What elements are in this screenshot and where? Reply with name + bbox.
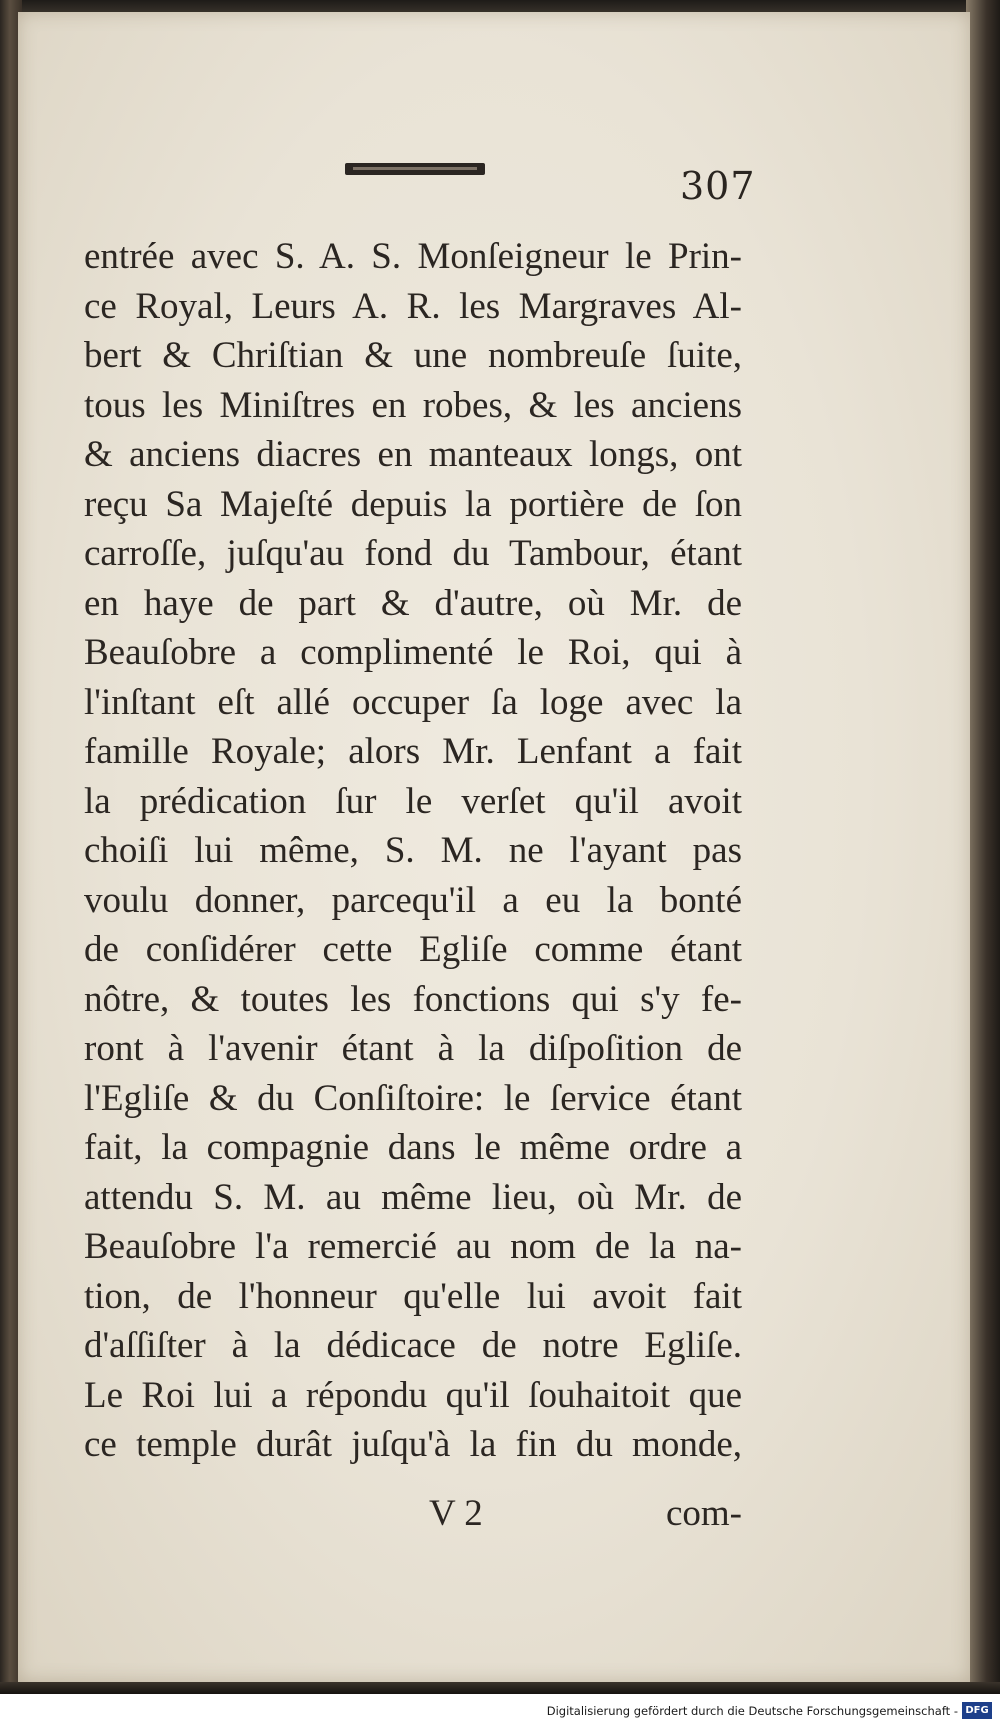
text-line: choiſi lui même, S. M. ne l'ayant pas [84, 830, 742, 871]
text-line: Le Roi lui a répondu qu'il ſouhaitoit que [84, 1374, 742, 1416]
text-line: tion, de l'honneur qu'elle lui avoit fait [84, 1275, 742, 1317]
text-line: reçu Sa Majeſté depuis la portière de ſon [84, 483, 742, 525]
text-line: ce temple durât juſqu'à la fin du monde, [84, 1424, 742, 1465]
dfg-logo: DFG [962, 1702, 992, 1719]
signature-mark: V 2 [429, 1493, 483, 1534]
text-line: nôtre, & toutes les fonctions qui s'y fe- [84, 978, 742, 1020]
text-line: d'aſſiſter à la dédicace de notre Egliſe. [84, 1325, 742, 1366]
header-rule-ornament [345, 163, 485, 175]
text-line: & anciens diacres en manteaux longs, ont [84, 434, 742, 475]
catchline [84, 1492, 742, 1542]
text-line: de conſidérer cette Egliſe comme étant [84, 929, 742, 970]
text-line: en haye de part & d'autre, où Mr. de [84, 582, 742, 624]
text-line: l'Egliſe & du Conſiſtoire: le ſervice étant [84, 1077, 742, 1119]
body-text [84, 232, 742, 1470]
text-line: Beauſobre l'a remercié au nom de la na- [84, 1226, 742, 1267]
text-line: l'inſtant eſt allé occuper ſa loge avec la [84, 681, 742, 723]
text-line: fait, la compagnie dans le même ordre a [84, 1127, 742, 1168]
text-line: famille Royale; alors Mr. Lenfant a fait [84, 731, 742, 772]
text-line: tous les Miniſtres en robes, & les anciens [84, 384, 742, 426]
text-line: carroſſe, juſqu'au fond du Tambour, étant [84, 533, 742, 574]
page-number: 307 [680, 164, 756, 208]
footer-bar [0, 1694, 1000, 1729]
text-line: la prédication ſur le verſet qu'il avoit [84, 780, 742, 822]
text-line: bert & Chriſtian & une nombreuſe ſuite, [84, 335, 742, 376]
book-edge-bottom [0, 1682, 1000, 1694]
text-line: voulu donner, parcequ'il a eu la bonté [84, 879, 742, 921]
footer-credit: Digitalisierung gefördert durch die Deutsche Forschungsgemeinschaft - [546, 1704, 958, 1718]
text-line: entrée avec S. A. S. Monſeigneur le Prin- [84, 236, 742, 277]
text-line: ce Royal, Leurs A. R. les Margraves Al- [84, 285, 742, 327]
text-line: ront à l'avenir étant à la diſpoſition de [84, 1028, 742, 1069]
text-line: attendu S. M. au même lieu, où Mr. de [84, 1176, 742, 1218]
catchword: com- [665, 1493, 742, 1534]
book-fore-edge [966, 0, 1000, 1690]
text-line: Beauſobre a complimenté le Roi, qui à [84, 632, 742, 673]
